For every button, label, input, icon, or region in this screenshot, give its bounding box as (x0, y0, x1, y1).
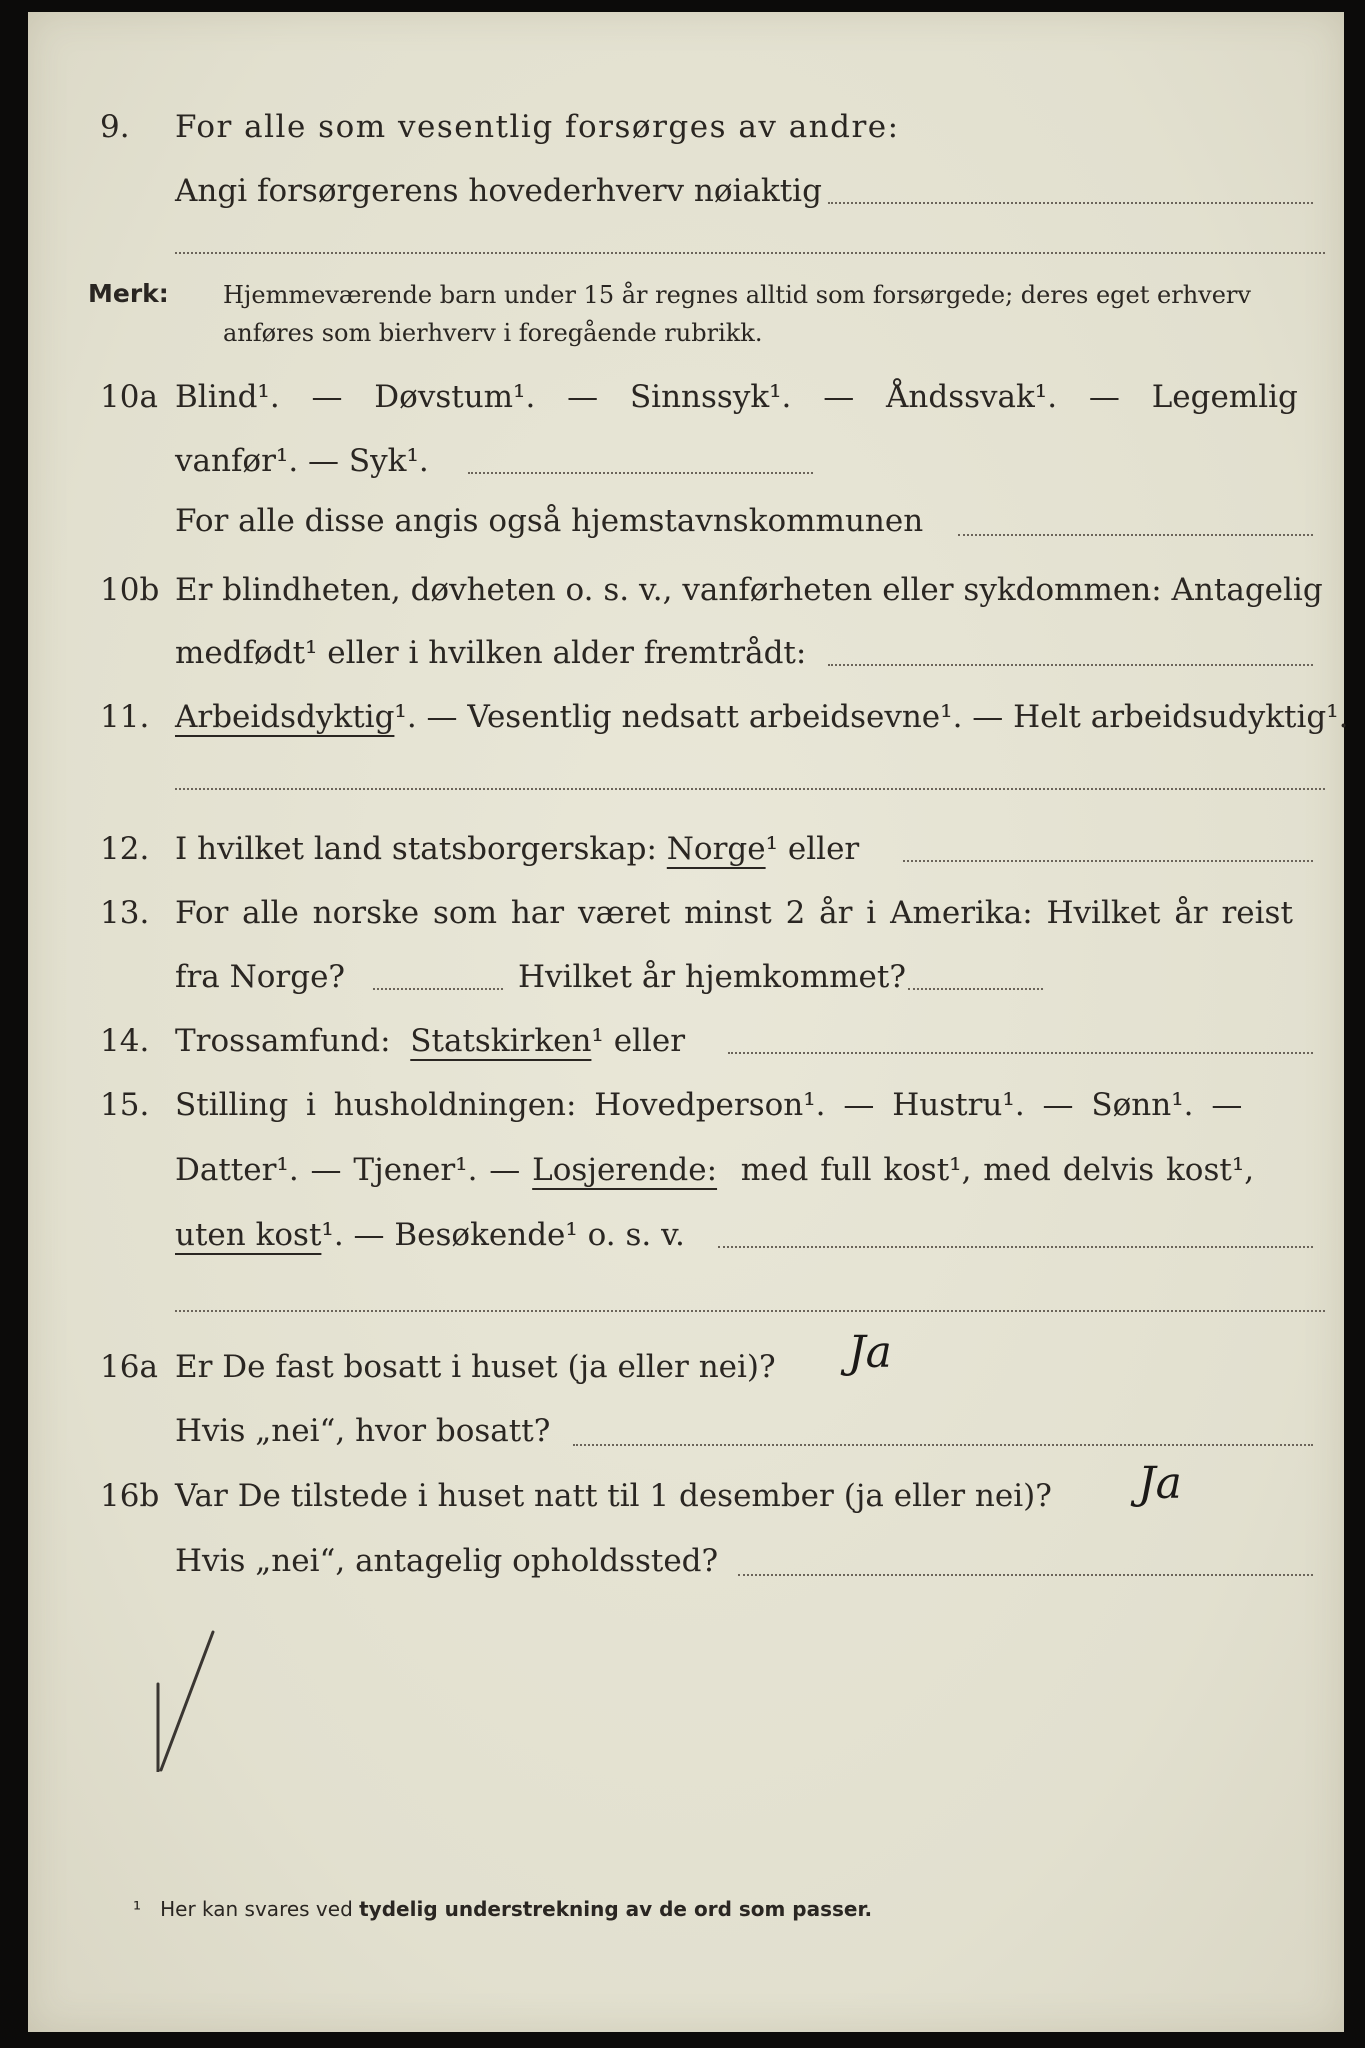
item-text (175, 824, 859, 874)
answer-line[interactable] (828, 202, 1313, 204)
item-text (175, 1145, 1254, 1195)
option-andssvak: Åndssvak¹. (886, 379, 1058, 415)
option-legemlig: Legemlig (1151, 379, 1298, 415)
footnote (133, 1894, 872, 1924)
item-text: Angi forsørgerens hovederhverv nøiaktig (175, 173, 822, 209)
handwritten-answer[interactable]: Ja (1138, 1458, 1182, 1509)
item-number: 12. (100, 831, 150, 867)
item-15-line2 (28, 1145, 1344, 1195)
option-norge-underlined: Norge (666, 831, 766, 867)
answer-line[interactable] (175, 788, 1325, 790)
item-10a-line3 (28, 496, 1344, 546)
dash: — (823, 379, 855, 415)
item-9-line1 (28, 102, 1344, 152)
item-text: vanfør¹. — Syk¹. (175, 443, 429, 479)
item-text: medfødt¹ eller i hvilken alder fremtrådt: (175, 635, 807, 671)
option-losjerende-underlined: Losjerende: (532, 1152, 718, 1188)
item-10a-line1 (28, 372, 1344, 422)
item-question-year-left: fra Norge? (175, 959, 346, 995)
answer-line[interactable] (468, 472, 813, 474)
footnote-text-bold: tydelig understrekning av de ord som passer. (359, 1897, 873, 1921)
item-question: Trossamfund: (175, 1023, 391, 1059)
item-question: I hvilket land statsborgerskap: (175, 831, 657, 867)
item-text: Hvis „nei“, antagelig opholdssted? (175, 1543, 719, 1579)
item-text: Stilling i husholdningen: Hovedperson¹. — Hustru¹. — Sønn¹. — (175, 1087, 1243, 1123)
item-text-part: med full kost¹, med delvis kost¹, (740, 1152, 1255, 1188)
item-text-part: Datter¹. — Tjener¹. — (175, 1152, 521, 1188)
item-text: Er De fast bosatt i huset (ja eller nei)? (175, 1349, 776, 1385)
note-label: Merk: (88, 279, 169, 308)
item-16b-line1 (28, 1458, 1344, 1521)
answer-line[interactable] (828, 664, 1313, 666)
item-text (175, 692, 1349, 742)
item-text-rest: ¹ eller (765, 831, 860, 867)
item-15-line1 (28, 1080, 1344, 1130)
option-arbeidsdyktig-underlined: Arbeidsdyktig (175, 699, 395, 735)
option-blind: Blind¹. (175, 379, 280, 415)
item-number: 15. (100, 1087, 150, 1123)
answer-line[interactable] (373, 988, 503, 990)
item-text-rest: ¹. — Besøkende¹ o. s. v. (321, 1217, 685, 1253)
item-number: 9. (100, 109, 130, 145)
item-text (175, 1210, 685, 1260)
footnote-mark: ¹ (133, 1897, 142, 1921)
item-16a-line2 (28, 1406, 1344, 1456)
item-10b-line2 (28, 628, 1344, 678)
item-10b-line1 (28, 565, 1344, 615)
item-number: 10b (100, 572, 160, 608)
item-text: Var De tilstede i huset natt til 1 desember (ja eller nei)? (175, 1478, 1052, 1514)
answer-line[interactable] (728, 1052, 1313, 1054)
item-12-line1 (28, 824, 1344, 874)
item-text-rest: ¹ eller (591, 1023, 686, 1059)
answer-line[interactable] (718, 1246, 1313, 1248)
option-statskirken-underlined: Statskirken (410, 1023, 592, 1059)
answer-line[interactable] (903, 860, 1313, 862)
handwritten-answer[interactable]: Ja (848, 1327, 892, 1378)
option-sinnssyk: Sinnssyk¹. (629, 379, 792, 415)
footnote-text: Her kan svares ved (160, 1897, 353, 1921)
item-11-line1 (28, 692, 1349, 742)
item-question-year-returned: Hvilket år hjemkommet? (518, 959, 906, 995)
item-number: 13. (100, 895, 150, 931)
item-10a-line2 (28, 436, 1344, 486)
item-number: 16a (100, 1349, 158, 1385)
item-9-line2 (28, 166, 1344, 216)
answer-line[interactable] (175, 1310, 1325, 1312)
answer-line[interactable] (738, 1574, 1313, 1576)
item-number: 16b (100, 1478, 160, 1514)
item-number: 10a (100, 379, 158, 415)
answer-line[interactable] (958, 534, 1313, 536)
item-15-line3 (28, 1210, 1344, 1260)
item-16a-line1 (28, 1327, 1344, 1392)
dash: — (567, 379, 599, 415)
item-number: 11. (100, 699, 150, 735)
item-options (175, 372, 1298, 422)
item-text: Er blindheten, døvheten o. s. v., vanførheten eller sykdommen: Antagelig (175, 572, 1323, 608)
dash: — (311, 379, 343, 415)
item-text: For alle norske som har været minst 2 år i Amerika: Hvilket år reist (175, 895, 1293, 931)
item-14-line1 (28, 1016, 1344, 1066)
answer-line[interactable] (908, 988, 1043, 990)
item-16b-line2 (28, 1536, 1344, 1586)
item-13-line1 (28, 888, 1344, 938)
note-line1: Hjemmeværende barn under 15 år regnes alltid som forsørgede; deres eget erhverv (223, 281, 1251, 309)
item-13-line2 (28, 952, 1344, 1002)
item-text: For alle som vesentlig forsørges av andre: (175, 109, 900, 145)
census-form-page (28, 12, 1349, 2032)
answer-line[interactable] (573, 1444, 1313, 1446)
item-text: Hvis „nei“, hvor bosatt? (175, 1413, 551, 1449)
item-number: 14. (100, 1023, 150, 1059)
dash: — (1088, 379, 1120, 415)
item-text: For alle disse angis også hjemstavnskommunen (175, 503, 924, 539)
item-text-rest: ¹. — Vesentlig nedsatt arbeidsevne¹. — Helt arbeidsudyktig¹. (394, 699, 1349, 735)
pencil-check-mark (118, 1612, 228, 1772)
note-line2: anføres som bierhverv i foregående rubrikk. (223, 319, 763, 347)
option-dovstum: Døvstum¹. (374, 379, 536, 415)
item-text (175, 1016, 685, 1066)
answer-line[interactable] (175, 252, 1325, 254)
option-uten-kost-underlined: uten kost (175, 1217, 322, 1253)
